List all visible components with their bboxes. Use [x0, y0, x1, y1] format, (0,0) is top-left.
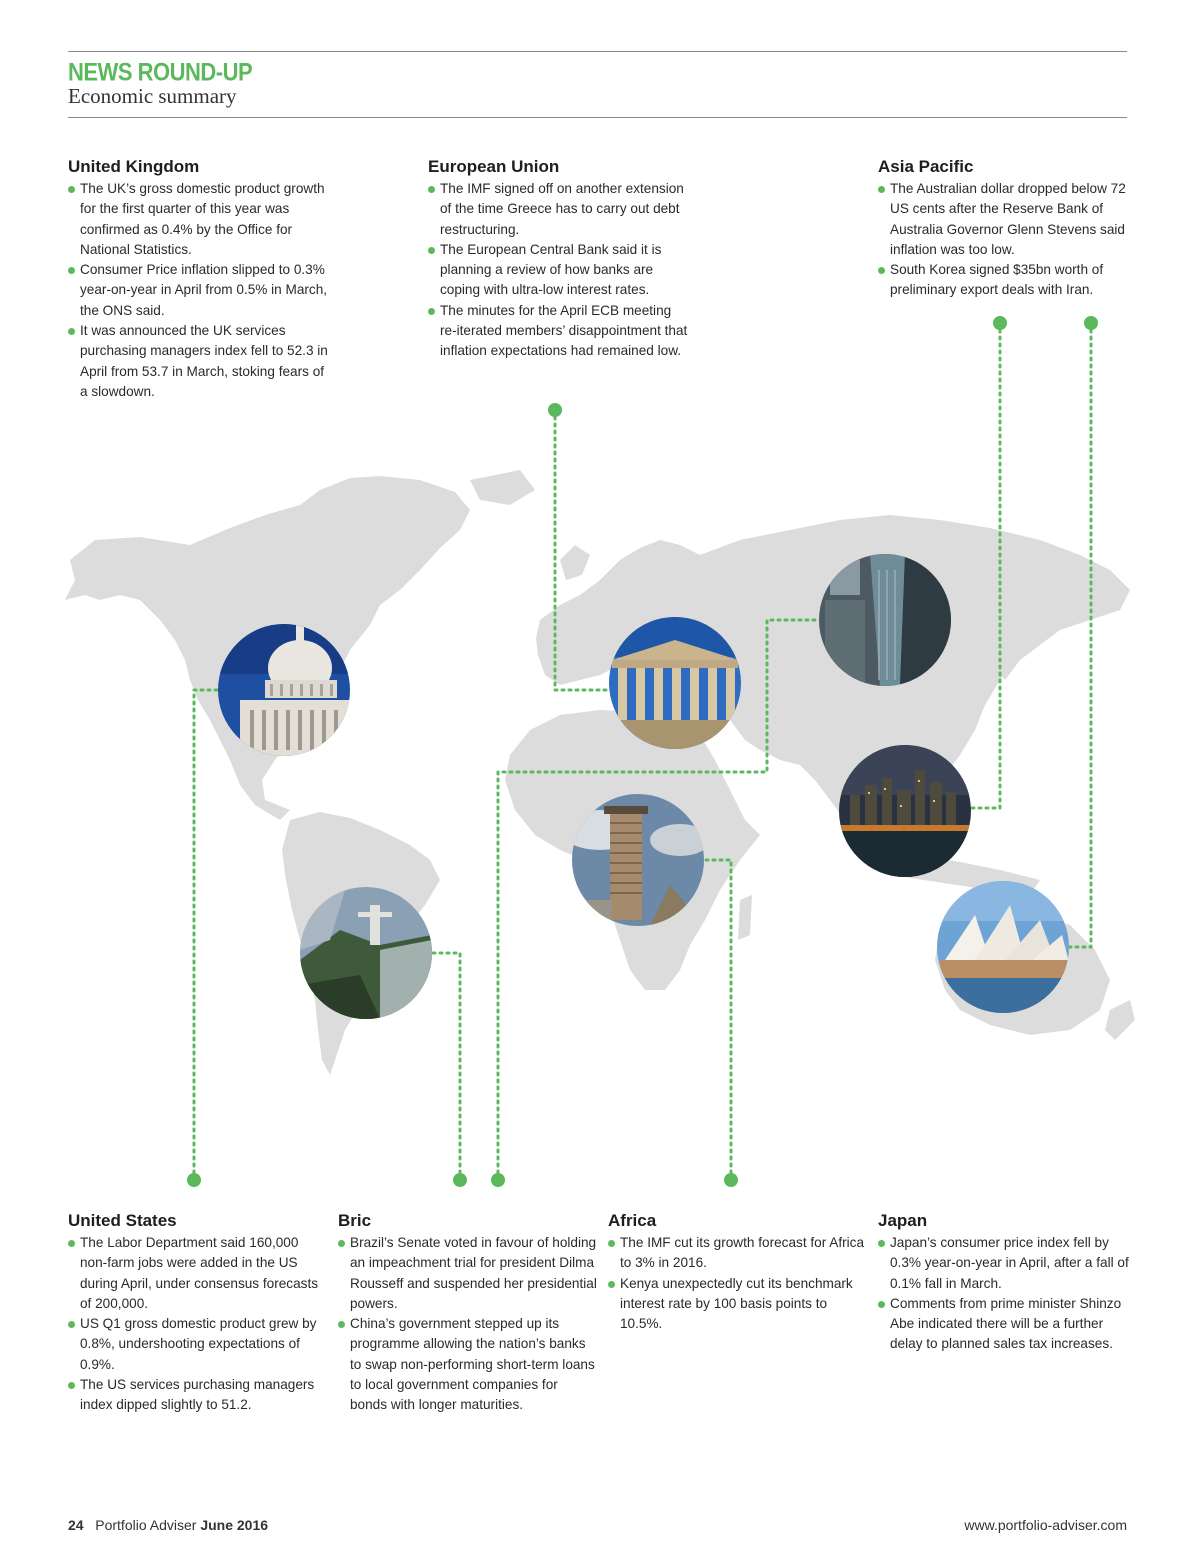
list-item: The European Central Bank said it is planning a review of how banks are coping with ultra-low interest rates.: [428, 240, 688, 301]
region-asia-pacific: [878, 157, 1138, 301]
page-number: 24: [68, 1517, 84, 1533]
list-item: Comments from prime minister Shinzo Abe indicated there will be a further delay to planned sales tax increases.: [878, 1294, 1138, 1355]
bullet-icon: [338, 1240, 345, 1247]
bullet-icon: [608, 1281, 615, 1288]
list-item: The IMF cut its growth forecast for Africa to 3% in 2016.: [608, 1233, 868, 1274]
list-item: Kenya unexpectedly cut its benchmark interest rate by 100 basis points to 10.5%.: [608, 1274, 868, 1335]
bullet-icon: [428, 186, 435, 193]
issue-date: June 2016: [200, 1517, 269, 1533]
publication-name: Portfolio Adviser: [95, 1517, 197, 1533]
endpoint-us: [187, 1173, 201, 1187]
region-title: European Union: [428, 157, 560, 176]
section-kicker: NEWS ROUND-UP: [68, 58, 253, 86]
photo-china-tower: [819, 554, 951, 686]
photo-parthenon: [609, 617, 741, 750]
bullet-icon: [338, 1321, 345, 1328]
bullet-icon: [68, 267, 75, 274]
bullet-icon: [68, 1382, 75, 1389]
region-bric: [338, 1211, 598, 1416]
region-title: Bric: [338, 1211, 372, 1230]
list-item: The Labor Department said 160,000 non-farm jobs were added in the US during April, under consensus forecasts of 200,000.: [68, 1233, 328, 1314]
footer-left: [68, 1517, 268, 1533]
endpoint-bric: [453, 1173, 467, 1187]
connector-asia-australia: [1069, 323, 1091, 947]
connector-us: [194, 690, 218, 1180]
list-item: Japan’s consumer price index fell by 0.3% year-on-year in April, after a fall of 0.1% fall in March.: [878, 1233, 1138, 1294]
region-africa: [608, 1211, 868, 1334]
endpoint-bric-china: [491, 1173, 505, 1187]
page-subtitle: Economic summary: [68, 84, 237, 108]
region-title: Africa: [608, 1211, 657, 1230]
list-item: China’s government stepped up its programme allowing the nation’s banks to swap non-performing short-term loans to local government companies for bonds with longer maturities.: [338, 1314, 598, 1415]
region-european-union: [428, 157, 688, 362]
list-item: Brazil’s Senate voted in favour of holding an impeachment trial for president Dilma Rousseff and suspended her presidential powers.: [338, 1233, 598, 1314]
region-title: Japan: [878, 1211, 928, 1230]
list-item: US Q1 gross domestic product grew by 0.8%, undershooting expectations of 0.9%.: [68, 1314, 328, 1375]
bullet-icon: [68, 1240, 75, 1247]
region-title: United Kingdom: [68, 157, 200, 176]
endpoint-eu: [548, 403, 562, 417]
bullet-icon: [608, 1240, 615, 1247]
bullet-icon: [68, 328, 75, 335]
connector-bric: [432, 953, 460, 1180]
region-title: Asia Pacific: [878, 157, 974, 176]
region-united-kingdom: [68, 157, 328, 402]
list-item: The Australian dollar dropped below 72 US cents after the Reserve Bank of Australia Governor Glenn Stevens said inflation was too low.: [878, 179, 1138, 260]
endpoint-africa: [724, 1173, 738, 1187]
bullet-icon: [428, 308, 435, 315]
endpoint-asia-australia: [1084, 316, 1098, 330]
bullet-icon: [68, 186, 75, 193]
endpoint-asia-korea: [993, 316, 1007, 330]
bullet-icon: [428, 247, 435, 254]
footer-website[interactable]: www.portfolio-adviser.com: [964, 1517, 1127, 1533]
region-united-states: [68, 1211, 328, 1416]
bullet-icon: [68, 1321, 75, 1328]
bullet-icon: [878, 1301, 885, 1308]
list-item: South Korea signed $35bn worth of preliminary export deals with Iran.: [878, 260, 1138, 301]
list-item: Consumer Price inflation slipped to 0.3% year-on-year in April from 0.5% in March, the ONS said.: [68, 260, 328, 321]
list-item: The US services purchasing managers index dipped slightly to 51.2.: [68, 1375, 328, 1416]
list-item: The minutes for the April ECB meeting re-iterated members’ disappointment that inflation expectations had remained low.: [428, 301, 688, 362]
region-title: United States: [68, 1211, 177, 1230]
list-item: The IMF signed off on another extension of the time Greece has to carry out debt restructuring.: [428, 179, 688, 240]
list-item: The UK’s gross domestic product growth for the first quarter of this year was confirmed as 0.4% by the Office for National Statistics.: [68, 179, 328, 260]
photo-brazil-rio: [300, 887, 432, 1019]
bullet-icon: [878, 186, 885, 193]
region-japan: [878, 1211, 1138, 1355]
bullet-icon: [878, 1240, 885, 1247]
bullet-icon: [878, 267, 885, 274]
list-item: It was announced the UK services purchasing managers index fell to 52.3 in April from 53.7 in March, stoking fears of a slowdown.: [68, 321, 328, 402]
